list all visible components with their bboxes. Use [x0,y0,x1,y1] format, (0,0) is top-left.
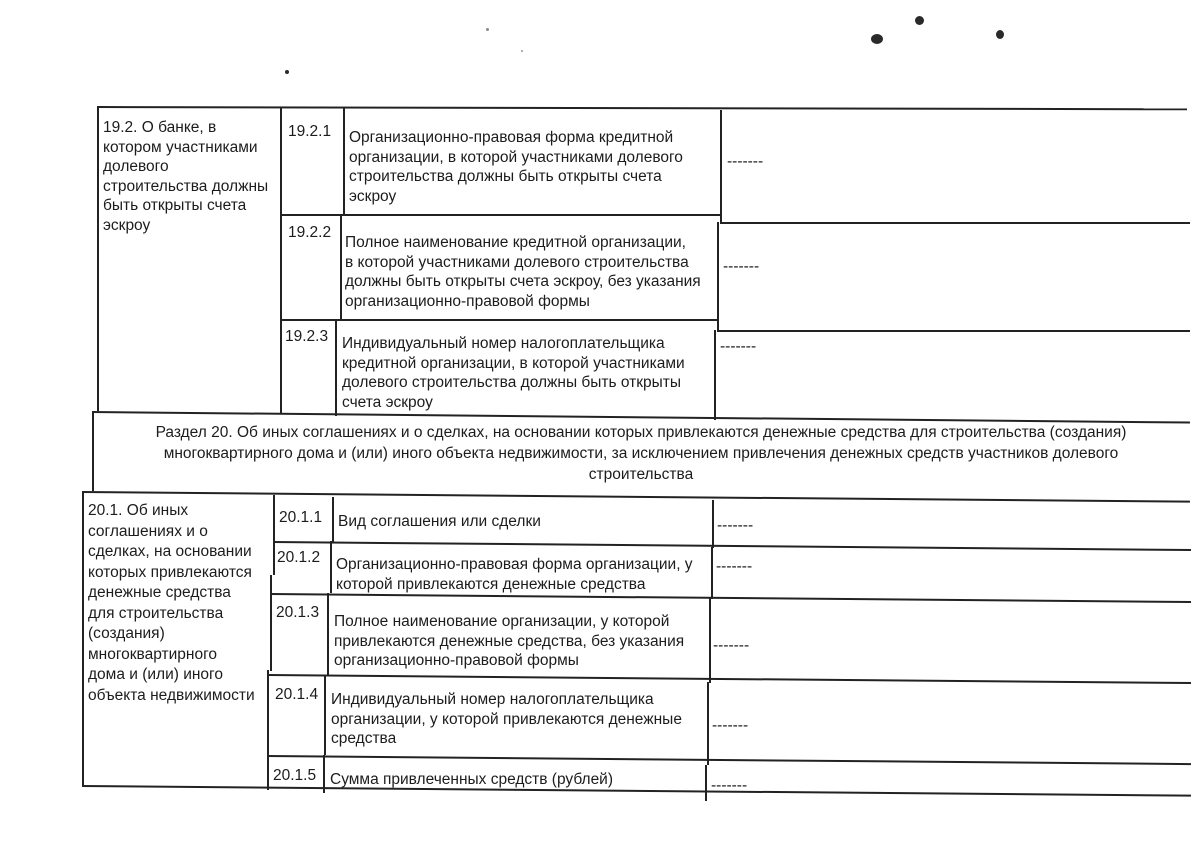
table-border [280,107,282,414]
row-value: ------- [723,258,760,275]
table-border [335,320,337,416]
table-border [711,547,713,599]
table-border [270,593,1191,603]
row-number: 19.2.3 [285,328,329,345]
row-number: 20.1.2 [277,549,321,566]
table-border [343,108,345,216]
table-border [714,330,716,420]
row-label: Полное наименование организации, у которой привлекаются денежные средства, без указания организационно-правовой формы [334,613,685,669]
table-border [324,675,326,755]
table-border [327,593,329,675]
row-value: ------- [717,517,754,534]
row-number: 20.1.4 [275,686,319,703]
table-border [280,214,720,216]
row-label: Вид соглашения или сделки [338,513,541,530]
row-number: 19.2.1 [288,123,332,140]
table-border [717,330,1190,332]
table-border [712,500,714,548]
table-border [280,319,717,321]
row-value: ------- [716,558,753,575]
table-border [705,765,707,801]
table-border [330,541,332,593]
row-value: ------- [711,777,748,794]
section-20-heading: Раздел 20. Об иных соглашениях и о сделках, на основании которых привлекаются денежные средства для строительства (создания) многоквартирного дома и (или) иного объекта недвижимости, за исключением привлечения денежных средств участников долевого строительства [155,424,1127,483]
row-value: ------- [713,637,750,654]
table-border [270,575,272,671]
table-border [340,215,342,320]
table-border [268,674,1191,684]
table-border [267,755,1191,765]
table-border [709,598,711,683]
table-border [720,110,722,222]
table-border [82,491,84,785]
table-border [97,106,99,411]
table-border [332,497,334,542]
group-title-20-1: 20.1. Об иных соглашениях и о сделках, на основании которых привлекаются денежные средства для строительства (создания) многоквартирного дома и (или) иного объекта недвижимости [88,502,255,704]
row-number: 19.2.2 [288,224,332,241]
row-label: Организационно-правовая форма кредитной организации, в которой участниками долевого строительства должны быть открыты счета эскроу [349,129,683,205]
row-value: ------- [720,338,757,355]
table-border [273,495,275,575]
table-border [273,541,1191,551]
row-value: ------- [727,153,764,170]
row-label: Сумма привлеченных средств (рублей) [330,771,614,788]
row-value: ------- [712,717,749,734]
row-number: 20.1.5 [273,767,317,784]
row-number: 20.1.1 [279,509,323,526]
group-title-19-2: 19.2. О банке, в котором участниками долевого строительства должны быть открыты счета эскроу [103,119,269,234]
table-border [707,682,709,765]
row-label: Индивидуальный номер налогоплательщика организации, у которой привлекаются денежные средства [331,691,682,747]
row-label: Индивидуальный номер налогоплательщика кредитной организации, в которой участниками долевого строительства должны быть открыты счета эскроу [342,335,685,411]
table-border [717,222,719,330]
table-border [97,106,1187,110]
row-label: Полное наименование кредитной организации, в которой участниками долевого строительства должны быть открыты счета эскроу, без указания организационно-правовой формы [345,234,701,310]
table-border [720,222,1190,224]
row-number: 20.1.3 [276,604,320,621]
row-label: Организационно-правовая форма организации, у которой привлекаются денежные средства [336,556,693,593]
